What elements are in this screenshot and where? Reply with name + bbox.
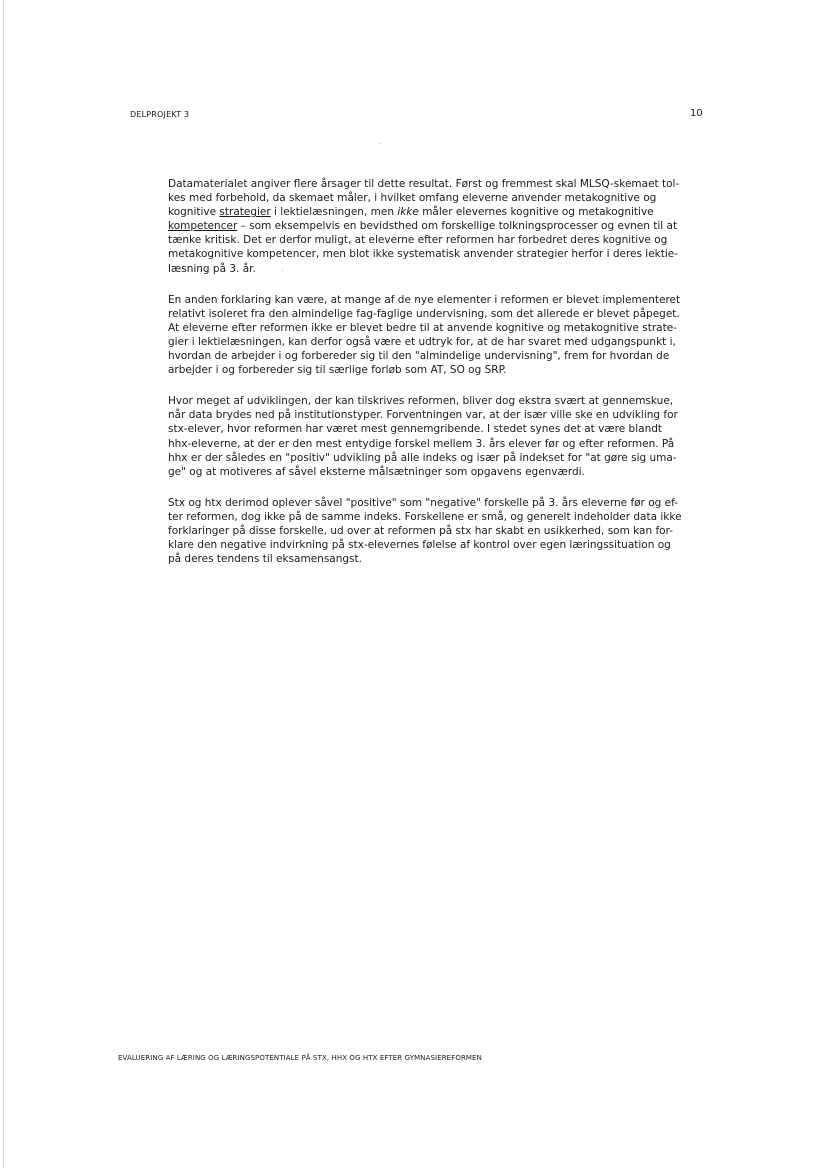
text-line: hhx er der således en "positiv" udvikling på alle indeks og især på indekset for "at gøre sig uma- bbox=[168, 451, 677, 464]
running-footer: EVALUERING AF LÆRING OG LÆRINGSPOTENTIALE PÅ STX, HHX OG HTX EFTER GYMNASIEREFORMEN bbox=[118, 1054, 482, 1062]
paragraph-4 bbox=[168, 496, 708, 566]
paragraph-2 bbox=[168, 293, 708, 378]
text-line: kognitive strategier i lektielæsningen, men ikke måler elevernes kognitive og metakognitive bbox=[168, 206, 654, 219]
paragraph-1 bbox=[168, 177, 708, 276]
page-number: 10 bbox=[690, 108, 703, 119]
text-line: kes med forbehold, da skemaet måler, i hvilket omfang eleverne anvender metakognitive og bbox=[168, 192, 657, 205]
underlined-term: strategier bbox=[219, 206, 271, 219]
running-header-title: DELPROJEKT 3 bbox=[130, 110, 190, 119]
text-line: Stx og htx derimod oplever såvel "positive" som "negative" forskelle på 3. års eleverne før og ef- bbox=[168, 496, 679, 509]
text-line: forklaringer på disse forskelle, ud over at reformen på stx har skabt en usikkerhed, som kan for- bbox=[168, 524, 674, 537]
text-line: hvordan de arbejder i og forbereder sig til den "almindelige undervisning", frem for hvordan de bbox=[168, 350, 670, 363]
body-text bbox=[168, 177, 708, 583]
text-line: læsning på 3. år. bbox=[168, 262, 256, 275]
text-line: At eleverne efter reformen ikke er blevet bedre til at anvende kognitive og metakognitive strate- bbox=[168, 321, 677, 334]
text-line: tænke kritisk. Det er derfor muligt, at eleverne efter reformen har forbedret deres kognitive og bbox=[168, 234, 668, 247]
text-line: Hvor meget af udviklingen, der kan tilskrives reformen, bliver dog ekstra svært at gennemskue, bbox=[168, 395, 674, 408]
text-line: på deres tendens til eksamensangst. bbox=[168, 553, 362, 566]
italic-term: ikke bbox=[397, 206, 419, 219]
text-line: klare den negative indvirkning på stx-elevernes følelse af kontrol over egen læringssituation og bbox=[168, 539, 671, 552]
text-line: Datamaterialet angiver flere årsager til dette resultat. Først og fremmest skal MLSQ-skemaet tol- bbox=[168, 178, 680, 190]
text-line: arbejder i og forbereder sig til særlige forløb som AT, SO og SRP. bbox=[168, 364, 507, 377]
text-line: gier i lektielæsningen, kan derfor også være et udtryk for, at de har svaret med udgangspunkt i, bbox=[168, 335, 676, 348]
text-line: En anden forklaring kan være, at mange af de nye elementer i reformen er blevet implementeret bbox=[168, 293, 681, 306]
text-line: ge" og at motiveres af såvel eksterne målsætninger som opgavens egenværdi. bbox=[168, 465, 585, 478]
text-line: hhx-eleverne, at der er den mest entydige forskel mellem 3. års elever før og efter reformen. På bbox=[168, 437, 675, 450]
text-line: når data brydes ned på institutionstyper. Forventningen var, at der især ville ske en udvikling for bbox=[168, 409, 678, 422]
paragraph-3 bbox=[168, 394, 708, 479]
text-line: stx-elever, hvor reformen har været mest gennemgribende. I stedet synes det at være blandt bbox=[168, 423, 663, 436]
text-line: ter reformen, dog ikke på de samme indeks. Forskellene er små, og generelt indeholder data ikke bbox=[168, 510, 682, 523]
text-line: kompetencer – som eksempelvis en bevidsthed om forskellige tolkningsprocesser og evnen til at bbox=[168, 220, 678, 233]
scan-speck bbox=[380, 143, 381, 144]
page-edge bbox=[3, 0, 4, 1168]
text-line: metakognitive kompetencer, men blot ikke systematisk anvender strategier herfor i deres lektie- bbox=[168, 248, 679, 261]
underlined-term: kompetencer bbox=[168, 220, 238, 233]
text-line: relativt isoleret fra den almindelige fag-faglige undervisning, som det allerede er blevet påpeget. bbox=[168, 307, 680, 320]
